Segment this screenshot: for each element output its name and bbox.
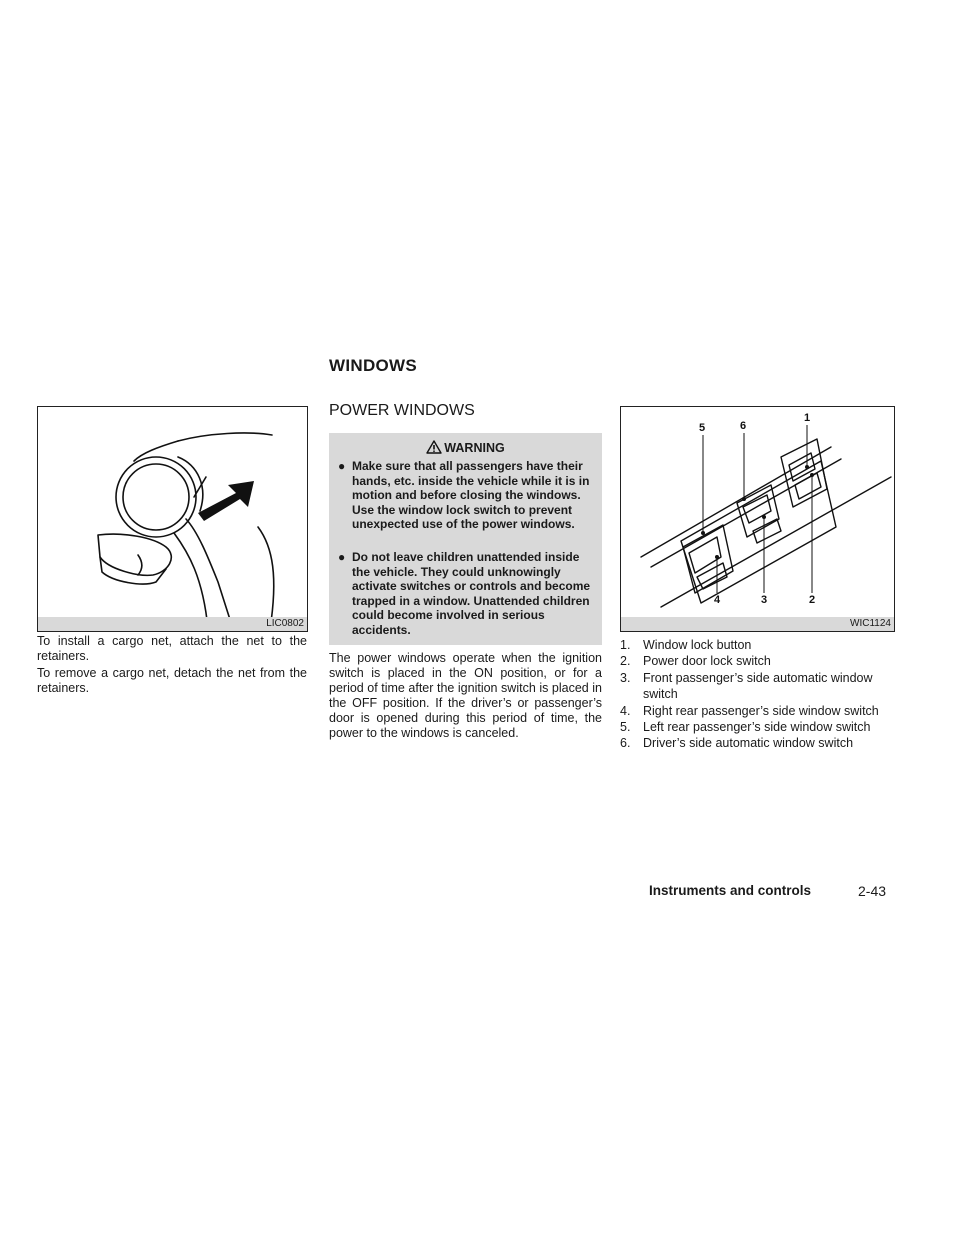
list-item-text: Power door lock switch — [643, 654, 771, 669]
subsection-heading: POWER WINDOWS — [329, 402, 475, 419]
list-item — [620, 637, 900, 653]
list-item — [620, 735, 900, 751]
list-item-text: Left rear passenger’s side window switch — [643, 720, 871, 735]
callout-label: 3 — [761, 594, 768, 606]
section-title: WINDOWS — [329, 356, 418, 375]
list-item — [620, 703, 900, 719]
left-paragraph-2: To remove a cargo net, detach the net from the retainers. — [37, 666, 307, 695]
figure-id: LIC0802 — [266, 618, 304, 629]
callout-label: 5 — [699, 422, 706, 434]
list-item-number: 2. — [620, 654, 631, 669]
list-item-text: Window lock button — [643, 638, 752, 652]
warning-title-text: WARNING — [444, 441, 505, 455]
warning-item — [338, 550, 598, 638]
switch-legend-list — [620, 637, 900, 752]
list-item — [620, 653, 900, 669]
callout-label: 2 — [809, 594, 816, 606]
list-item-number: 3. — [620, 670, 631, 685]
list-item-text: Front passenger’s side automatic window switch — [643, 670, 873, 702]
figure-id: WIC1124 — [850, 618, 891, 629]
list-item-text: Right rear passenger’s side window switch — [643, 703, 879, 718]
window-switch-illustration — [621, 407, 894, 631]
warning-box — [329, 433, 602, 645]
list-item-number: 4. — [620, 703, 631, 718]
callout-label: 4 — [714, 594, 721, 606]
callout-label: 6 — [740, 420, 747, 432]
callout-label: 1 — [804, 412, 811, 424]
left-paragraph-1: To install a cargo net, attach the net to the retainers. — [37, 634, 307, 663]
footer-page-number: 2-43 — [858, 883, 887, 899]
bullet-icon: ● — [338, 459, 346, 473]
list-item-number: 1. — [620, 638, 631, 652]
figure-window-switches — [620, 406, 895, 632]
list-item-text: Driver’s side automatic window switch — [643, 736, 854, 751]
arrow-icon — [198, 481, 254, 521]
figure-cargo-net — [37, 406, 308, 632]
list-item-number: 5. — [620, 720, 631, 735]
list-item-number: 6. — [620, 736, 631, 751]
warning-triangle-icon — [426, 440, 442, 454]
warning-item-text: Make sure that all passengers have their hands, etc. inside the vehicle while it is in motion and before closing the windows. Use the window lock switch to prevent unexpected use of the power windows. — [352, 459, 590, 532]
power-windows-paragraph: The power windows operate when the ignition switch is placed in the ON position, or for a period of time after the ignition switch is placed in the OFF position. If the driver’s or passenger’s door is opened during this period of time, the power to the windows is canceled. — [329, 651, 602, 740]
bullet-icon: ● — [338, 550, 346, 564]
list-item — [620, 719, 900, 735]
cargo-net-illustration — [38, 407, 307, 631]
warning-title — [329, 440, 602, 455]
warning-item — [338, 459, 598, 532]
list-item — [620, 670, 900, 703]
warning-item-text: Do not leave children unattended inside the vehicle. They could unknowingly activate switches or controls and become trapped in a window. Unattended children could become involved in serious accidents. — [352, 550, 591, 637]
footer-section-name: Instruments and controls — [649, 883, 812, 898]
